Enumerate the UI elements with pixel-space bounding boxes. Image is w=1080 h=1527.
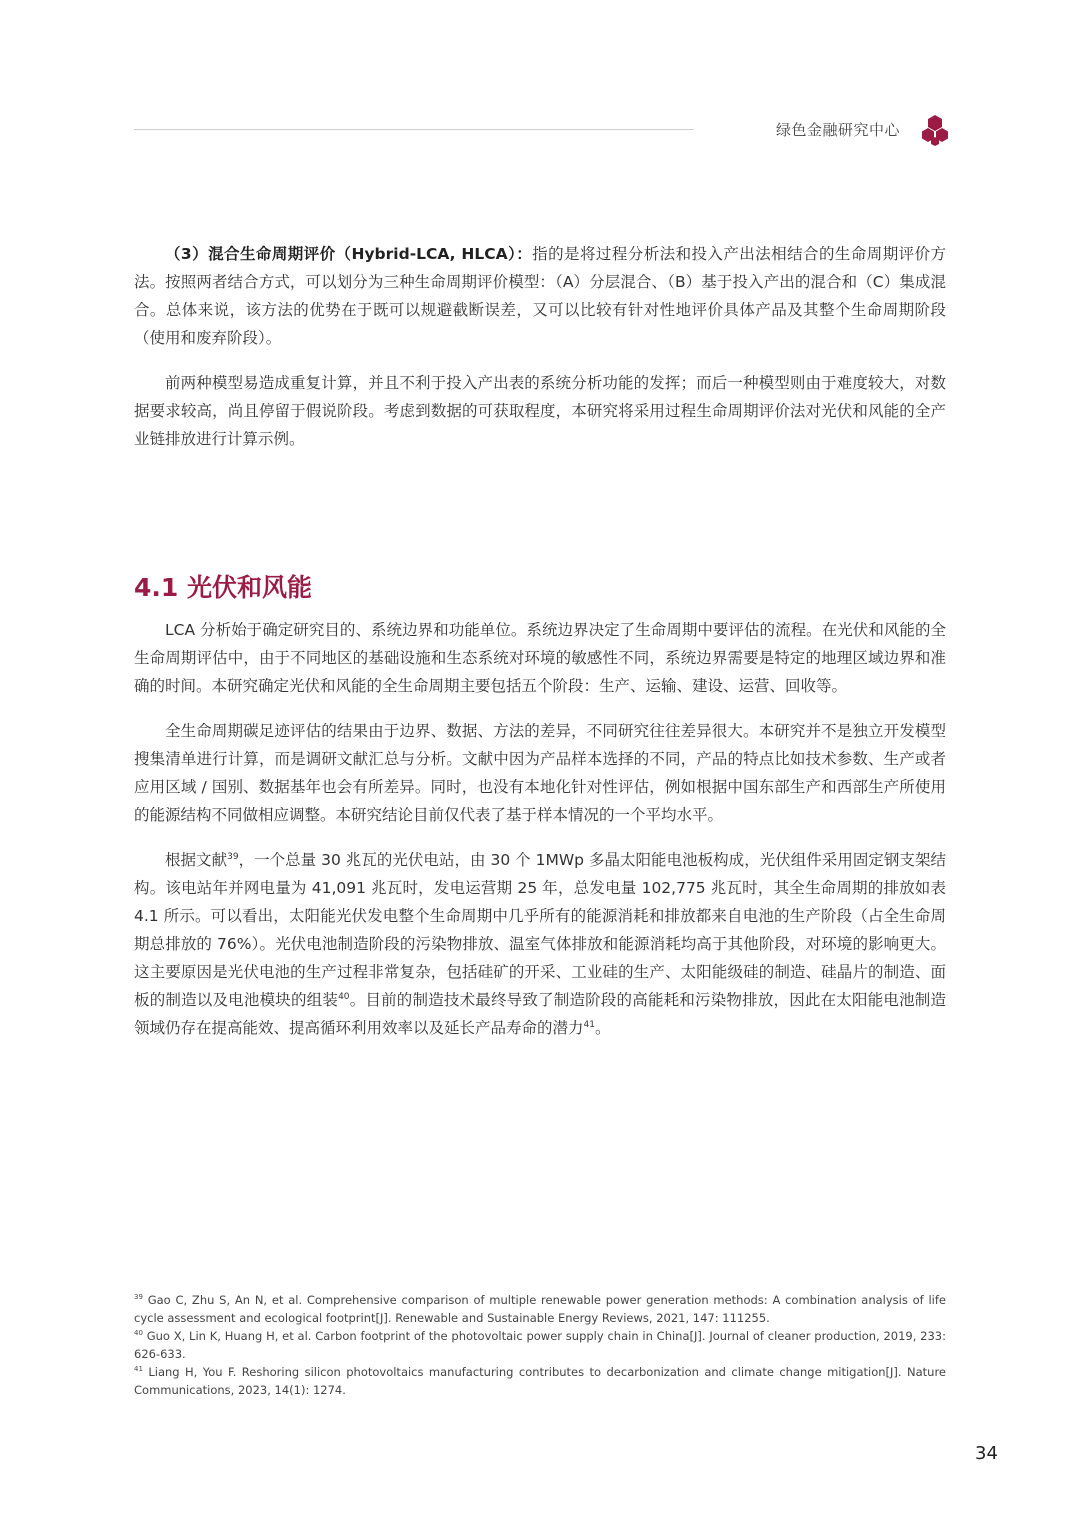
page-number: 34 (975, 1443, 998, 1464)
footnote (134, 1327, 946, 1363)
footnote-number: 41 (134, 1365, 143, 1373)
citation-39: 39 (227, 852, 239, 862)
intro-paragraph-1 (134, 240, 946, 352)
header-rule (134, 129, 694, 130)
section-paragraph-2: 全生命周期碳足迹评估的结果由于边界、数据、方法的差异，不同研究往往差异很大。本研究并不是独立开发模型搜集清单进行计算，而是调研文献汇总与分析。文献中因为产品样本选择的不同，产品的特点比如技术参数、生产或者应用区域 / 国别、数据基年也会有所差异。同时，也没有本地化针对性评估，例如根据中国东部生产和西部生产所使用的能源结构不同做相应调整。本研究结论目前仅代表了基于样本情况的一个平均水平。 (134, 722, 946, 824)
section-title: 4.1 光伏和风能 (134, 573, 312, 602)
footnote-number: 40 (134, 1329, 143, 1337)
p3-part-a: 根据文献 (165, 851, 228, 869)
p3-part-d: 。 (594, 1019, 611, 1037)
citation-40: 40 (338, 992, 350, 1002)
intro-text (134, 240, 946, 453)
p3-part-b: ，一个总量 30 兆瓦的光伏电站，由 30 个 1MWp 多晶太阳能电池板构成，光伏组件采用固定钢支架结构。该电站年并网电量为 41,091 兆瓦时，发电运营期 25 年，总发电量 102,775 兆瓦时，其全生命周期的排放如表 4.1 所示。可以看出，太阳能光伏发电整个生命周期中几乎所有的能源消耗和排放都来自电池的生产阶段（占全生命周期总排放的 76%）。光伏电池制造阶段的污染物排放、温室气体排放和能源消耗均高于其他阶段，对环境的影响更大。这主要原因是光伏电池的生产过程非常复杂，包括硅矿的开采、工业硅的生产、太阳能级硅的制造、硅晶片的制造、面板的制造以及电池模块的组装 (134, 851, 946, 1009)
p3-part-c: 。目前的制造技术最终导致了制造阶段的高能耗和污染物排放，因此在太阳能电池制造领域仍存在提高能效、提高循环利用效率以及延长产品寿命的潜力 (134, 991, 946, 1037)
footnote-text: Guo X, Lin K, Huang H, et al. Carbon footprint of the photovoltaic power supply chain in China[J]. Journal of cleaner production, 2019, 233: 626-633. (134, 1329, 946, 1361)
section-paragraph-1: LCA 分析始于确定研究目的、系统边界和功能单位。系统边界决定了生命周期中要评估的流程。在光伏和风能的全生命周期评估中，由于不同地区的基础设施和生态系统对环境的敏感性不同，系统边界需要是特定的地理区域边界和准确的时间。本研究确定光伏和风能的全生命周期主要包括五个阶段：生产、运输、建设、运营、回收等。 (134, 621, 946, 695)
footnote (134, 1291, 946, 1327)
section-paragraph-3 (134, 846, 946, 1042)
footnotes (134, 1291, 946, 1399)
footnote-number: 39 (134, 1293, 143, 1301)
hlca-label: （3）混合生命周期评价（Hybrid-LCA, HLCA）： (165, 245, 533, 263)
citation-41: 41 (583, 1020, 595, 1030)
footnote-text: Gao C, Zhu S, An N, et al. Comprehensive comparison of multiple renewable power generation methods: A combination analysis of life cycle assessment and ecological footprint[J]. Renewable and Sustainable Energy Reviews, 2021, 147: 111255. (134, 1293, 947, 1325)
footnote-text: Liang H, You F. Reshoring silicon photovoltaics manufacturing contributes to decarbonization and climate change mitigation[J]. Nature Communications, 2023, 14(1): 1274. (134, 1365, 946, 1397)
hexagon-cluster-icon (921, 114, 949, 146)
header-org-name: 绿色金融研究中心 (776, 121, 901, 139)
section-text (134, 616, 946, 1042)
footnote (134, 1363, 946, 1399)
intro-paragraph-2: 前两种模型易造成重复计算，并且不利于投入产出表的系统分析功能的发挥；而后一种模型则由于难度较大，对数据要求较高，尚且停留于假说阶段。考虑到数据的可获取程度，本研究将采用过程生命周期评价法对光伏和风能的全产业链排放进行计算示例。 (134, 374, 946, 448)
logo-hex-top (928, 115, 942, 131)
hlca-text: 指的是将过程分析法和投入产出法相结合的生命周期评价方法。按照两者结合方式，可以划分为三种生命周期评价模型：（A）分层混合、（B）基于投入产出的混合和（C）集成混合。总体来说，该方法的优势在于既可以规避截断误差，又可以比较有针对性地评价具体产品及其整个生命周期阶段（使用和废弃阶段）。 (134, 245, 946, 347)
